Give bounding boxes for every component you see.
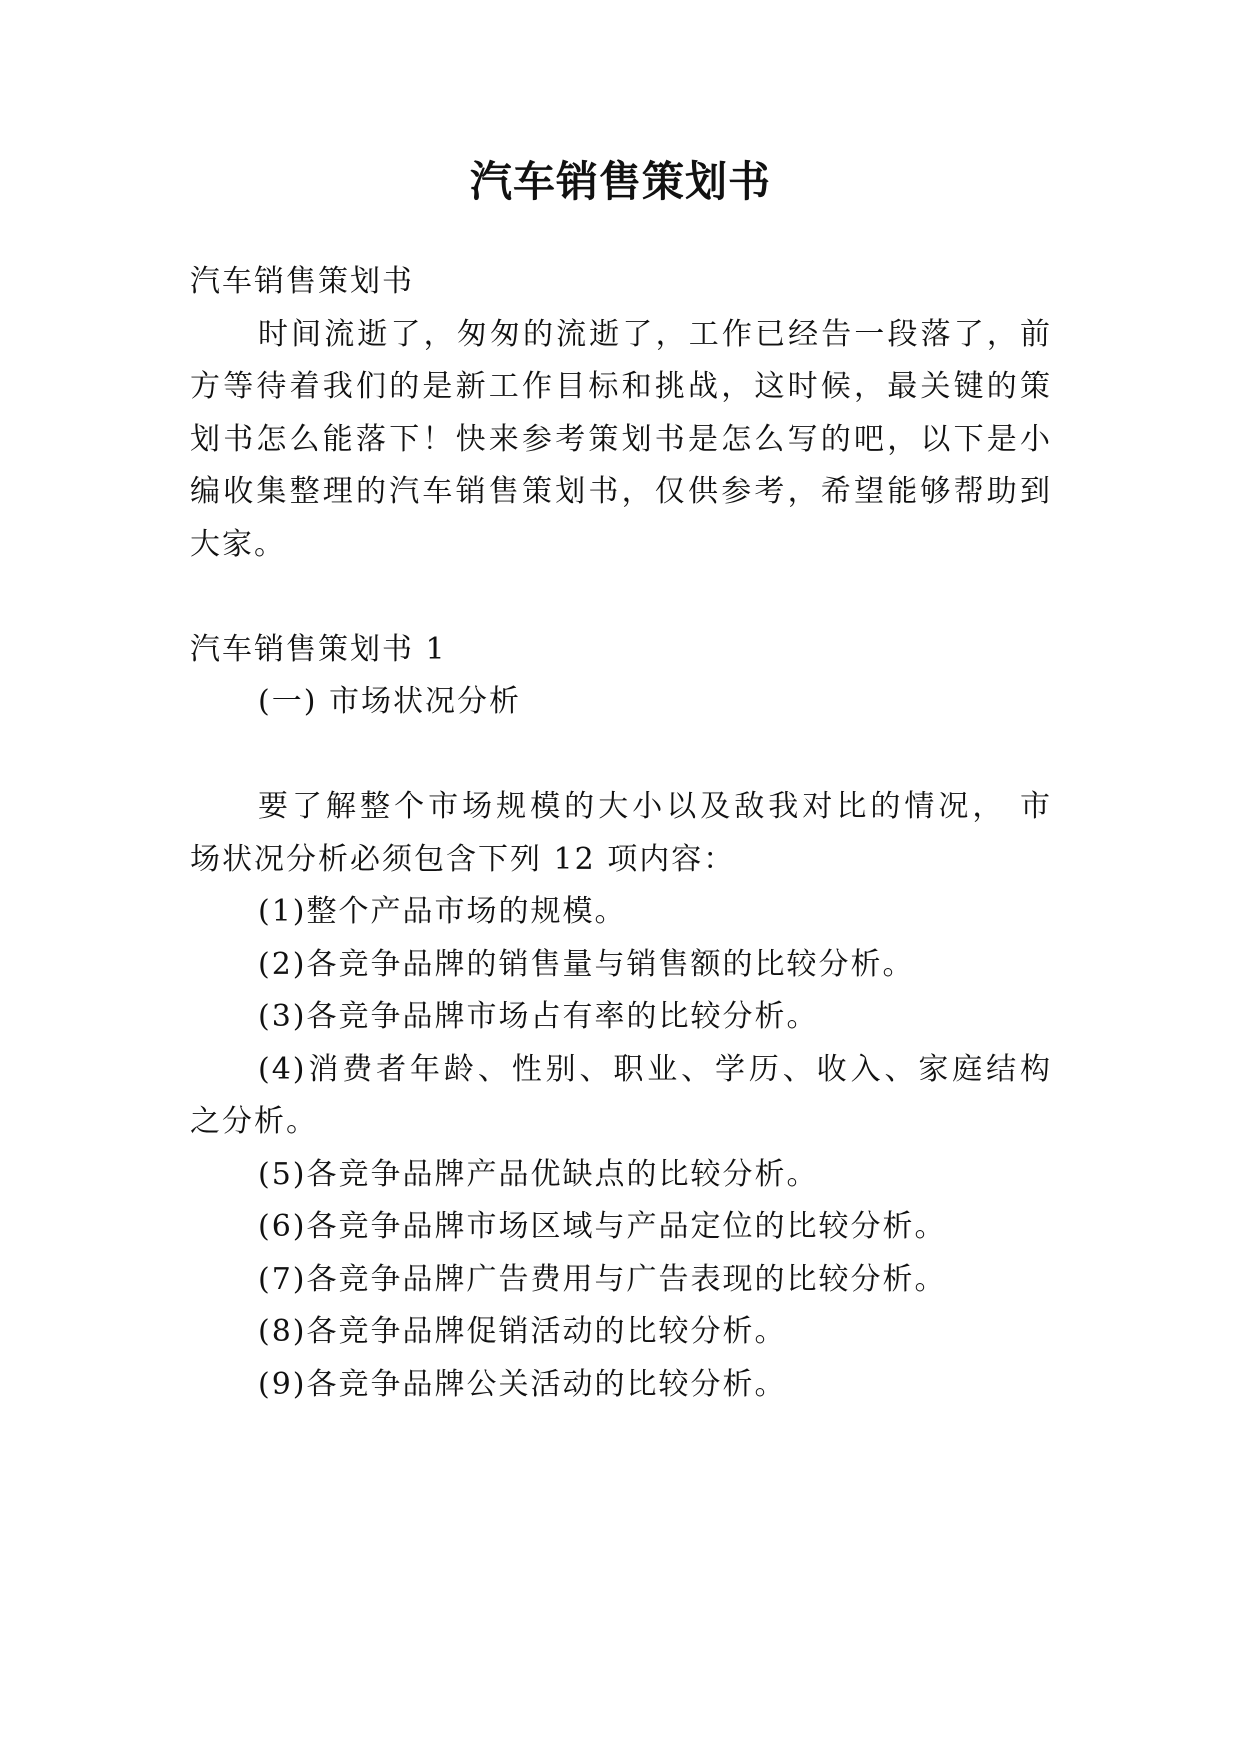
list-item: (6)各竞争品牌市场区域与产品定位的比较分析。: [258, 1209, 947, 1244]
paragraph-line: 场状况分析必须包含下列 12 项内容：: [190, 842, 736, 877]
document-title: 汽车销售策划书: [469, 157, 771, 206]
list-item: (4)消费者年龄、性别、职业、学历、收入、家庭结构: [258, 1052, 1052, 1087]
intro-line: 时间流逝了，匆匆的流逝了，工作已经告一段落了，前: [258, 317, 1052, 352]
list-item: (7)各竞争品牌广告费用与广告表现的比较分析。: [258, 1262, 947, 1297]
intro-line: 方等待着我们的是新工作目标和挑战，这时候，最关键的策: [190, 369, 1052, 404]
list-item: (8)各竞争品牌促销活动的比较分析。: [258, 1314, 787, 1349]
list-item: (9)各竞争品牌公关活动的比较分析。: [258, 1367, 787, 1402]
subsection-heading: (一) 市场状况分析: [258, 684, 521, 719]
list-item: (3)各竞争品牌市场占有率的比较分析。: [258, 999, 819, 1034]
list-item: (5)各竞争品牌产品优缺点的比较分析。: [258, 1157, 819, 1192]
subtitle: 汽车销售策划书: [190, 264, 414, 299]
intro-line: 大家。: [190, 527, 286, 562]
list-item-continuation: 之分析。: [190, 1104, 318, 1139]
list-item: (2)各竞争品牌的销售量与销售额的比较分析。: [258, 947, 915, 982]
paragraph-line: 要了解整个市场规模的大小以及敌我对比的情况， 市: [258, 789, 1052, 824]
intro-line: 编收集整理的汽车销售策划书，仅供参考，希望能够帮助到: [190, 474, 1052, 509]
section-heading: 汽车销售策划书 1: [190, 632, 447, 667]
list-item: (1)整个产品市场的规模。: [258, 894, 627, 929]
intro-line: 划书怎么能落下！快来参考策划书是怎么写的吧，以下是小: [190, 422, 1052, 457]
